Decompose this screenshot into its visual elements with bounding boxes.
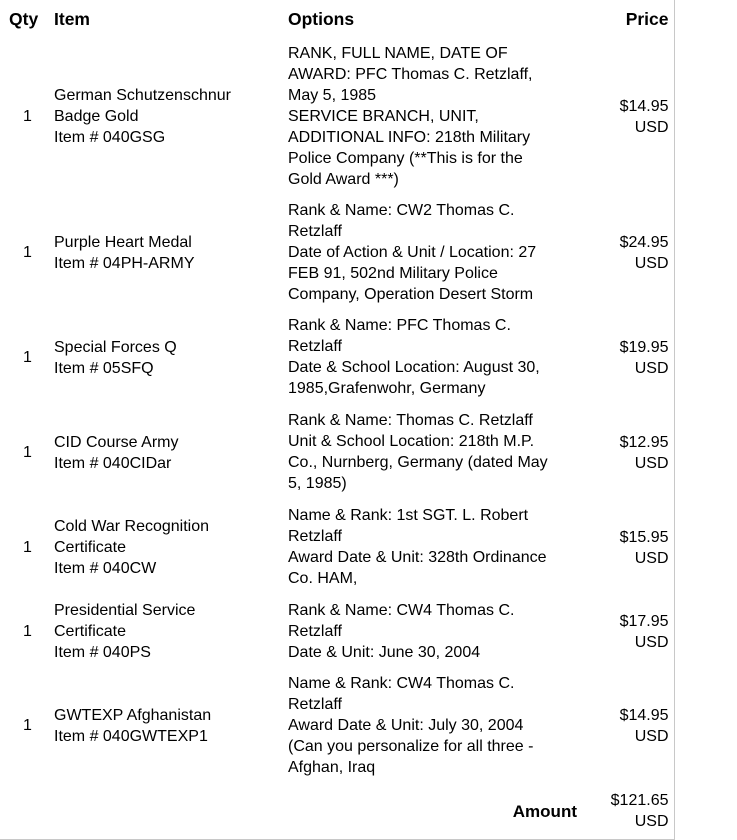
price-cell	[593, 405, 674, 500]
item-line: Item # 040CIDar	[54, 454, 172, 472]
qty-cell: 1	[23, 244, 32, 261]
item-line: Item # 040PS	[54, 644, 151, 661]
option-line: Retzlaff	[288, 222, 342, 240]
item-line: GWTEXP Afghanistan	[54, 706, 212, 724]
header-row	[0, 0, 674, 38]
price-currency: USD	[634, 727, 669, 745]
total-spacer	[52, 783, 288, 840]
option-line: 1985,Grafenwohr, Germany	[288, 380, 486, 397]
option-line: (Can you personalize for all three -	[288, 737, 534, 755]
qty-cell: 1	[23, 623, 32, 640]
item-line: Cold War Recognition	[54, 518, 210, 535]
options-header: Options	[288, 8, 355, 29]
option-line: Award Date & Unit: 328th Ordinance	[288, 549, 547, 566]
item-line: Special Forces Q	[54, 338, 177, 356]
option-line: 5, 1985)	[288, 475, 347, 492]
amount-label: Amount	[512, 801, 577, 821]
options-cell	[288, 405, 593, 500]
price-currency: USD	[634, 118, 669, 136]
total-row	[0, 783, 674, 840]
qty-cell: 1	[23, 717, 32, 734]
option-line: Co., Nurnberg, Germany (dated May	[288, 454, 548, 471]
price-currency: USD	[634, 254, 669, 272]
option-line: SERVICE BRANCH, UNIT,	[288, 107, 479, 125]
item-line: Certificate	[54, 539, 127, 556]
item-cell	[52, 195, 288, 310]
qty-cell: 1	[23, 108, 32, 125]
price-cell	[593, 500, 674, 595]
option-line: Retzlaff	[288, 338, 342, 355]
item-line: Item # 05SFQ	[54, 359, 154, 377]
item-cell	[52, 405, 288, 500]
option-line: Retzlaff	[288, 528, 342, 545]
order-row	[0, 405, 674, 500]
price-value: $15.95	[619, 528, 669, 546]
option-line: Rank & Name: Thomas C. Retzlaff	[288, 412, 533, 429]
price-header: Price	[625, 8, 669, 29]
qty-cell: 1	[23, 444, 32, 461]
option-line: Date & Unit: June 30, 2004	[288, 643, 481, 661]
option-line: AWARD: PFC Thomas C. Retzlaff,	[288, 65, 533, 83]
order-row	[0, 195, 674, 310]
option-line: Co. HAM,	[288, 570, 358, 587]
item-line: Purple Heart Medal	[54, 233, 192, 251]
item-line: Badge Gold	[54, 108, 139, 125]
price-currency: USD	[634, 359, 669, 377]
option-line: ADDITIONAL INFO: 218th Military	[288, 128, 531, 146]
item-header: Item	[54, 8, 90, 29]
option-line: May 5, 1985	[288, 86, 377, 104]
item-cell	[52, 38, 288, 195]
item-line: Presidential Service	[54, 602, 196, 619]
price-value: $12.95	[619, 433, 669, 451]
option-line: Date & School Location: August 30,	[288, 359, 540, 376]
price-value: $24.95	[619, 233, 669, 251]
price-cell	[593, 668, 674, 783]
options-cell	[288, 668, 593, 783]
item-cell	[52, 595, 288, 668]
price-cell	[593, 195, 674, 310]
order-rows	[0, 38, 674, 783]
item-cell	[52, 668, 288, 783]
qty-cell: 1	[23, 539, 32, 556]
option-line: Name & Rank: 1st SGT. L. Robert	[288, 507, 529, 524]
order-row	[0, 668, 674, 783]
price-value: $17.95	[619, 612, 669, 630]
options-cell	[288, 310, 593, 405]
item-line: CID Course Army	[54, 433, 179, 451]
qty-cell: 1	[23, 349, 32, 366]
options-cell	[288, 595, 593, 668]
item-cell	[52, 500, 288, 595]
option-line: FEB 91, 502nd Military Police	[288, 264, 498, 282]
option-line: Rank & Name: CW4 Thomas C.	[288, 601, 515, 619]
option-line: Afghan, Iraq	[288, 758, 376, 776]
item-line: Item # 04PH-ARMY	[54, 254, 195, 272]
total-currency: USD	[634, 813, 669, 830]
option-line: Gold Award ***)	[288, 170, 399, 188]
option-line: Name & Rank: CW4 Thomas C.	[288, 674, 515, 692]
total-spacer	[0, 783, 52, 840]
price-cell	[593, 595, 674, 668]
option-line: Retzlaff	[288, 695, 342, 713]
total-price: $121.65	[610, 792, 669, 809]
item-line: Item # 040GSG	[54, 129, 166, 146]
option-line: Police Company (**This is for the	[288, 149, 523, 167]
price-cell	[593, 38, 674, 195]
option-line: RANK, FULL NAME, DATE OF	[288, 44, 508, 62]
options-cell	[288, 195, 593, 310]
price-currency: USD	[634, 454, 669, 472]
option-line: Retzlaff	[288, 622, 342, 640]
price-value: $19.95	[619, 338, 669, 356]
option-line: Award Date & Unit: July 30, 2004	[288, 716, 524, 734]
option-line: Rank & Name: PFC Thomas C.	[288, 317, 511, 334]
item-line: Certificate	[54, 623, 127, 640]
total-price-cell	[593, 783, 674, 840]
order-row	[0, 38, 674, 195]
price-value: $14.95	[619, 97, 669, 115]
price-currency: USD	[634, 633, 669, 651]
item-line: Item # 040GWTEXP1	[54, 727, 208, 745]
price-value: $14.95	[619, 706, 669, 724]
price-currency: USD	[634, 549, 669, 567]
option-line: Rank & Name: CW2 Thomas C.	[288, 201, 515, 219]
options-cell	[288, 38, 593, 195]
option-line: Date of Action & Unit / Location: 27	[288, 243, 537, 261]
order-row	[0, 595, 674, 668]
option-line: Company, Operation Desert Storm	[288, 285, 534, 303]
qty-header: Qty	[9, 8, 39, 29]
item-cell	[52, 310, 288, 405]
price-cell	[593, 310, 674, 405]
option-line: Unit & School Location: 218th M.P.	[288, 433, 535, 450]
item-line: Item # 040CW	[54, 560, 157, 577]
order-row	[0, 500, 674, 595]
options-cell	[288, 500, 593, 595]
order-row	[0, 310, 674, 405]
item-line: German Schutzenschnur	[54, 87, 231, 104]
